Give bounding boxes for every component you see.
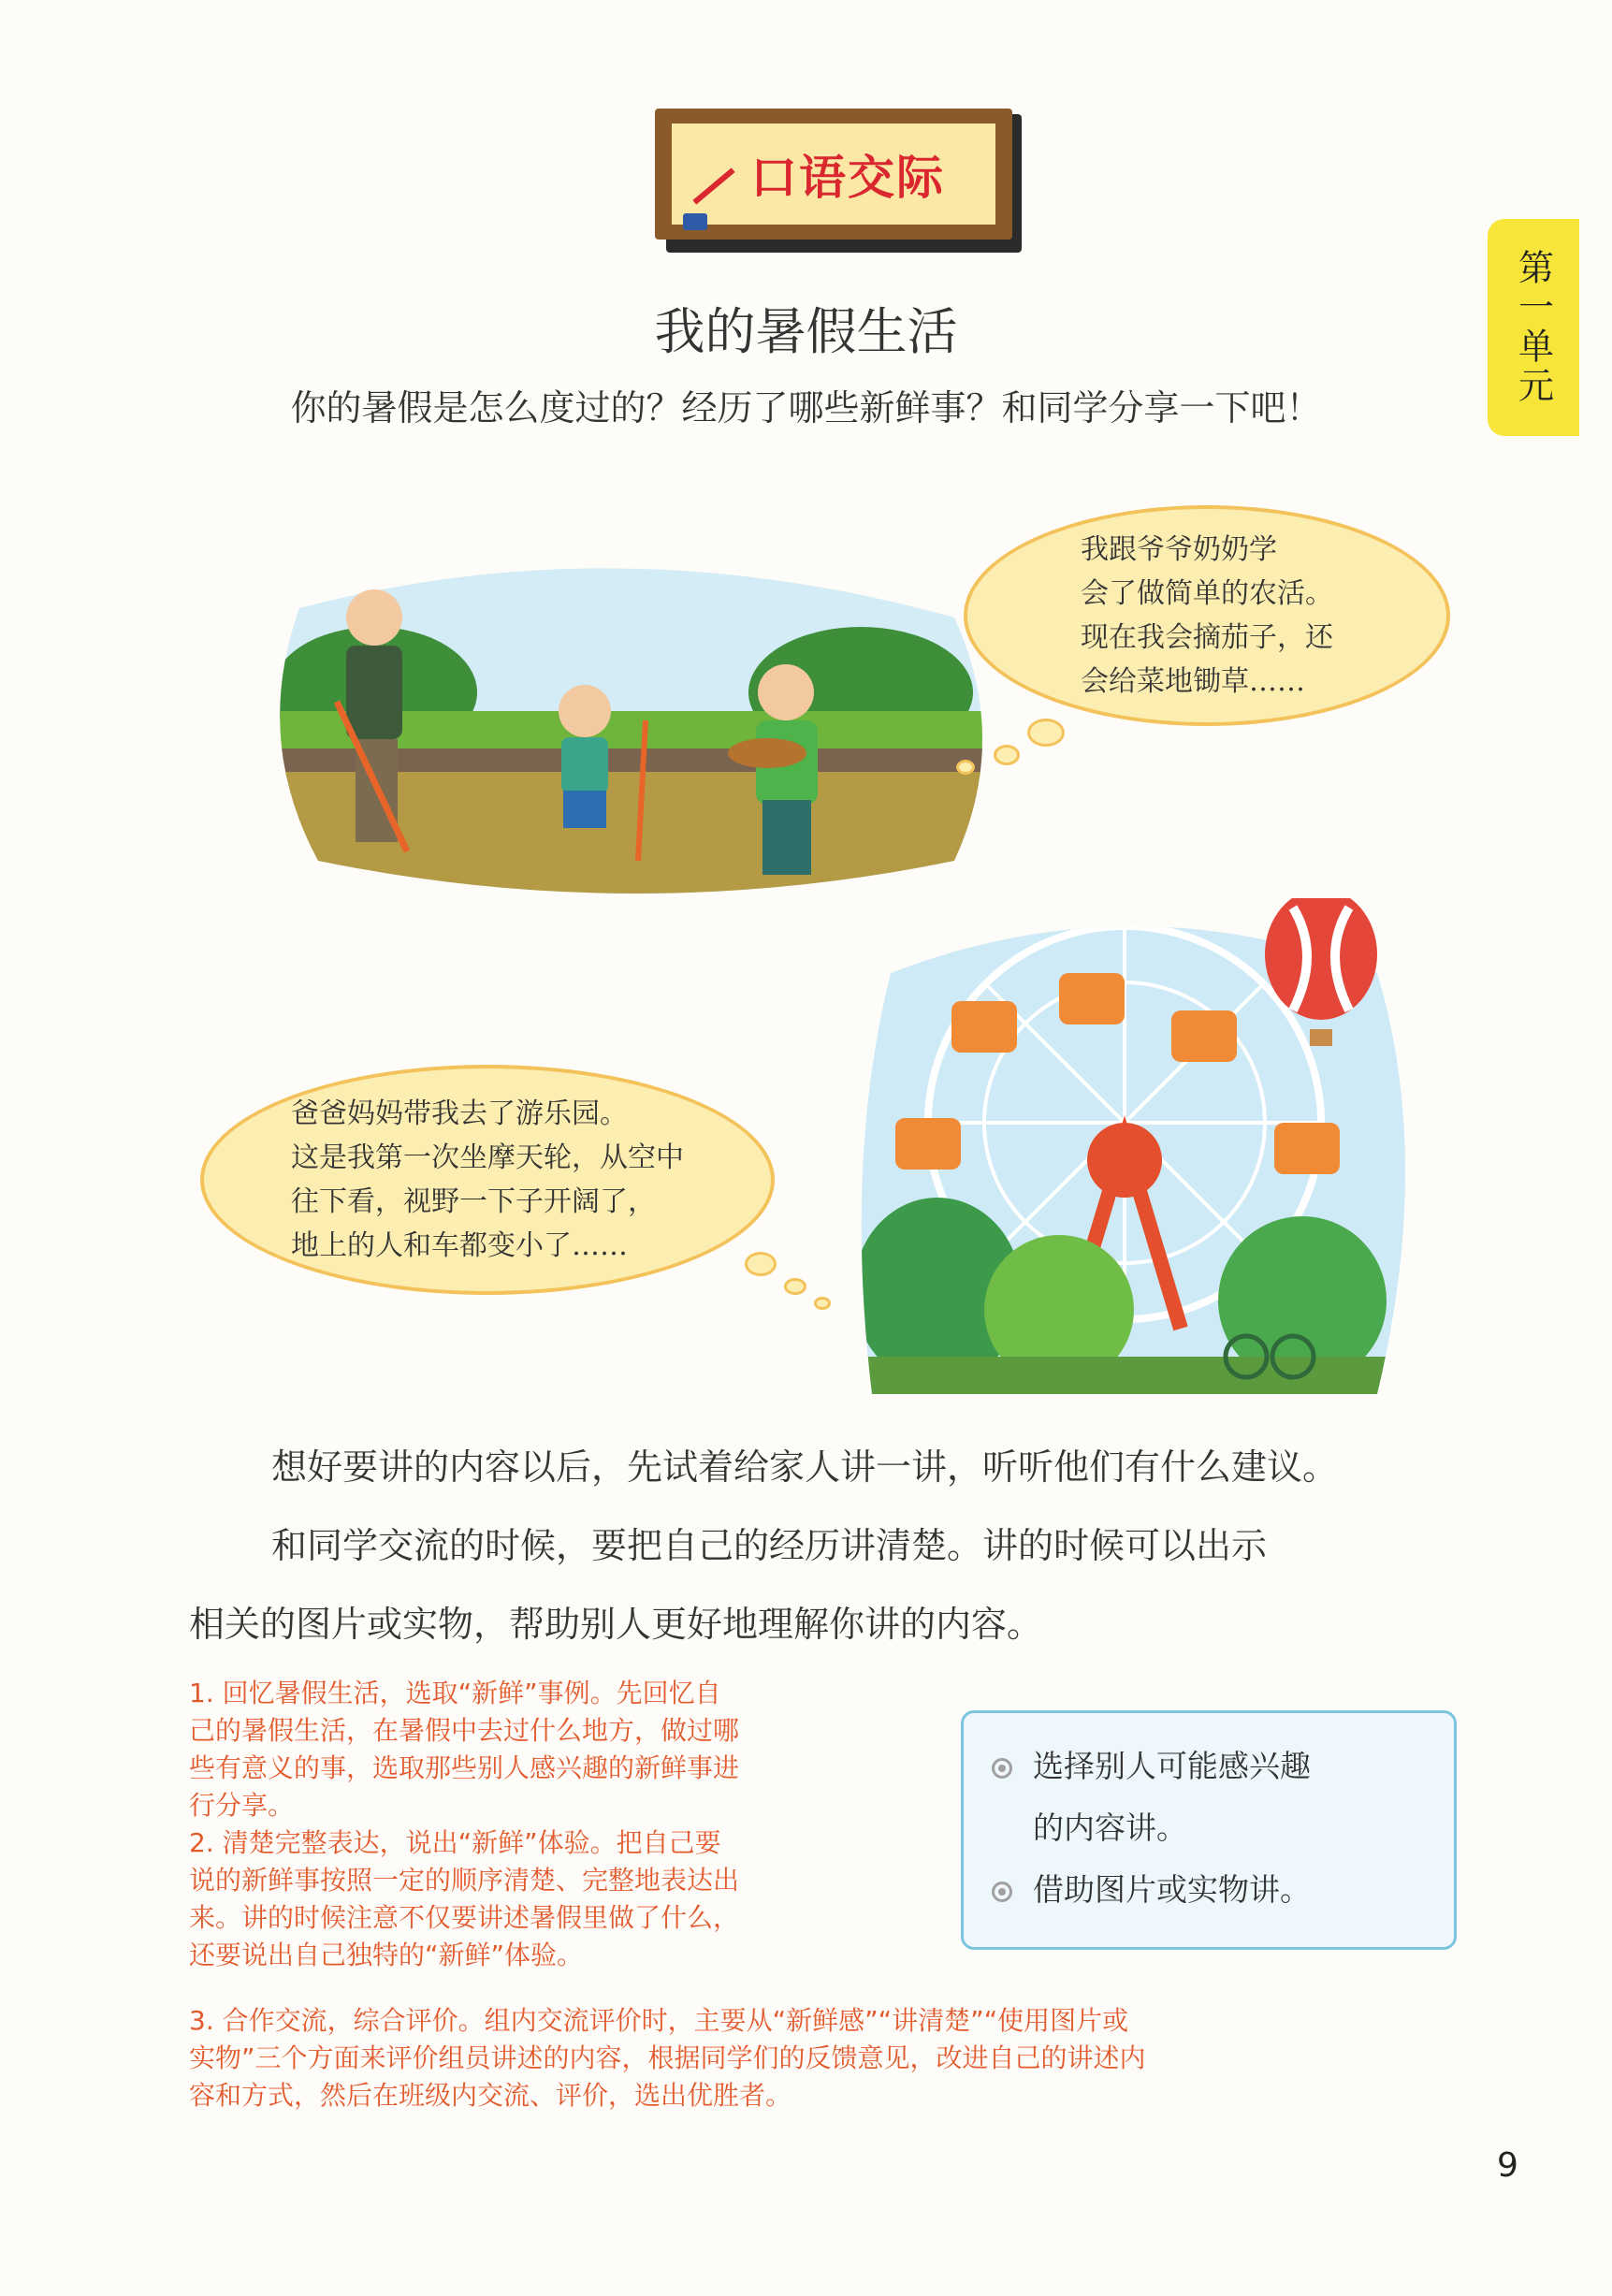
- grandpa-head: [346, 589, 402, 646]
- paragraph-1: 想好要讲的内容以后，先试着给家人讲一讲，听听他们有什么建议。: [271, 1446, 1339, 1488]
- thought-dot: [784, 1278, 806, 1295]
- grandma-head: [758, 664, 814, 720]
- page-number: 9: [1497, 2146, 1518, 2185]
- unit-label: 第一单元: [1512, 249, 1554, 406]
- teacher-note-1: 1. 回忆暑假生活，选取“新鲜”事例。先回忆自 己的暑假生活，在暑假中去过什么地方，做过哪 些有意义的事，选取那些别人感兴趣的新鲜事进 行分享。: [189, 1678, 740, 1821]
- cabin: [1274, 1123, 1340, 1174]
- cabin: [1059, 973, 1125, 1024]
- farm-bubble-text: 我跟爷爷奶奶学 会了做简单的农活。 现在我会摘茄子，还 会给菜地锄草……: [1081, 533, 1333, 698]
- tip-1-continued: 的内容讲。: [1033, 1809, 1187, 1846]
- cabin: [1171, 1010, 1237, 1062]
- thought-dot: [814, 1297, 831, 1310]
- thought-dot: [1027, 719, 1065, 747]
- cabin: [951, 1001, 1017, 1053]
- lesson-title: 我的暑假生活: [654, 302, 958, 361]
- tips-box: [961, 1710, 1457, 1950]
- thought-dot: [745, 1252, 777, 1276]
- boy-head: [559, 685, 611, 737]
- park-bubble-text: 爸爸妈妈带我去了游乐园。 这是我第一次坐摩天轮，从空中 往下看，视野一下子开阔了， 地上的人和车都变小了……: [291, 1097, 684, 1262]
- amusement-park-illustration: [853, 898, 1415, 1403]
- paragraph-2-line1: 和同学交流的时候，要把自己的经历讲清楚。讲的时候可以出示: [271, 1525, 1268, 1566]
- circle-bullet-icon: [992, 1758, 1012, 1779]
- cabin: [895, 1118, 961, 1170]
- teacher-note-2: 2. 清楚完整表达，说出“新鲜”体验。把自己要 说的新鲜事按照一定的顺序清楚、完整地表达出 来。讲的时候注意不仅要讲述暑假里做了什么， 还要说出自己独特的“新鲜”体验。: [189, 1827, 740, 1970]
- paragraph-2-line2: 相关的图片或实物，帮助别人更好地理解你讲的内容。: [189, 1604, 1043, 1645]
- teacher-note-3: 3. 合作交流，综合评价。组内交流评价时，主要从“新鲜感”“讲清楚”“使用图片或 实物”三个方面来评价组员讲述的内容，根据同学们的反馈意见，改进自己的讲述内 容和方式，然后在班级内交流、评价，选出优胜者。: [189, 2005, 1146, 2111]
- farm-illustration: [262, 552, 1001, 908]
- farm-thought-bubble: [964, 505, 1450, 726]
- intro-text: 你的暑假是怎么度过的？经历了哪些新鲜事？和同学分享一下吧！: [290, 387, 1322, 429]
- circle-bullet-icon: [992, 1882, 1012, 1902]
- thought-dot: [994, 745, 1020, 765]
- park-thought-bubble: [200, 1065, 775, 1295]
- tip-2: 借助图片或实物讲。: [992, 1859, 1311, 1921]
- banner-title: 口语交际: [750, 151, 945, 205]
- thought-dot: [956, 760, 975, 775]
- tip-1: 选择别人可能感兴趣: [992, 1736, 1311, 1797]
